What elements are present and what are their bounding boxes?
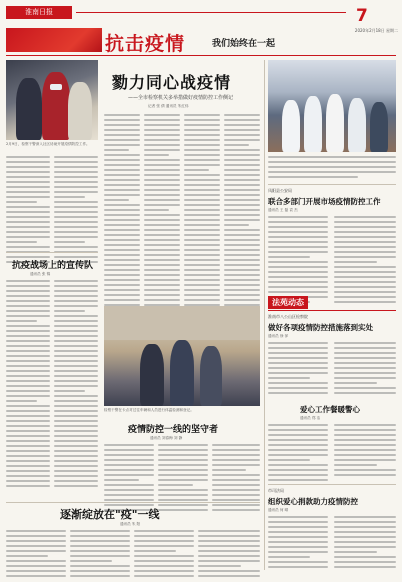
article-text-column <box>334 342 396 397</box>
section-divider <box>6 502 260 503</box>
kicker: 淮南市八公山区检察院 <box>268 314 308 319</box>
person-figure <box>304 96 322 152</box>
person-figure <box>370 102 388 152</box>
newspaper-logo: 淮南日报 <box>6 6 72 19</box>
article-text-column <box>6 280 50 490</box>
person-figure <box>170 340 194 406</box>
section-rule <box>268 310 396 311</box>
article-text-column <box>104 444 154 514</box>
photo-medical-team <box>268 60 396 152</box>
masthead-red-block <box>6 28 102 52</box>
section-subtitle: 我们始终在一起 <box>212 39 276 49</box>
byline: 通讯员 何 晴 <box>268 508 289 512</box>
article-text-column <box>158 444 208 514</box>
article-text-column <box>212 444 260 514</box>
byline: 通讯员 徐 萍 <box>268 334 289 338</box>
byline: 通讯员 刘春梅 刘 静 <box>150 436 183 440</box>
masthead-bottom-rule <box>6 55 396 56</box>
byline: 通讯员 张 锦 <box>30 272 51 276</box>
article-text-column <box>70 530 130 580</box>
article-text-column <box>54 156 98 266</box>
section-tag-fayuan: 法苑动态 <box>268 296 308 309</box>
person-figure <box>68 82 92 140</box>
page-number: 7 <box>356 6 368 26</box>
person-figure <box>16 78 42 140</box>
main-subhead: ——全市检察机关多举措做好疫情防控工作侧记 <box>128 95 234 101</box>
article-text-column <box>184 114 220 309</box>
headline-propaganda-team: 抗疫战场上的宣传队 <box>12 261 94 271</box>
kicker: 市司法局 <box>268 488 284 493</box>
photo-checkpoint <box>104 306 260 406</box>
section-divider <box>268 184 396 185</box>
byline: 通讯员 朱 阳 <box>120 522 141 526</box>
article-text-column <box>334 424 396 479</box>
kicker: 凤阳县公安局 <box>268 188 292 193</box>
section-divider <box>6 252 98 253</box>
person-figure <box>326 94 344 152</box>
person-figure <box>348 98 366 152</box>
article-text-column <box>134 530 194 580</box>
issue-date: 2020年2月18日 星期二 <box>354 28 398 33</box>
column-divider <box>264 60 265 570</box>
photo-caption-lines <box>268 156 396 181</box>
face-mask <box>50 84 62 90</box>
main-byline: 记者 张 倩 通讯员 朱红伟 <box>148 104 189 108</box>
article-text-column <box>144 114 180 309</box>
person-figure <box>282 100 300 152</box>
headline-market-prevention: 联合多部门开展市场疫情防控工作 <box>268 197 381 206</box>
article-text-column <box>334 216 396 306</box>
section-divider <box>268 484 396 485</box>
building-background <box>104 306 260 340</box>
headline-work-meal: 爱心工作餐暖警心 <box>300 405 360 414</box>
masthead <box>0 0 402 54</box>
person-figure <box>140 344 164 406</box>
article-text-column <box>54 280 98 490</box>
photo-caption: 检察干警在卡点对过往车辆和人员进行体温检测和登记。 <box>104 408 194 412</box>
headline-measures: 做好各项疫情防控措施落到实处 <box>268 323 373 332</box>
section-title: 抗击疫情 <box>105 33 186 55</box>
person-figure <box>200 346 222 406</box>
article-text-column <box>334 516 396 571</box>
article-text-column <box>224 114 260 309</box>
photo-caption: 2月9日，检察干警深入社区协助开展疫情防控工作。 <box>6 142 90 146</box>
byline: 通讯员 郑 洁 <box>300 416 321 420</box>
article-text-column <box>268 424 328 484</box>
headline-prevention-guardians: 疫情防控一线的坚守者 <box>128 425 219 435</box>
headline-donation: 组织爱心捐款助力疫情防控 <box>268 497 358 506</box>
article-text-column <box>6 156 50 266</box>
article-text-column <box>6 530 66 580</box>
headline-bloom-frontline: 逐渐绽放在"疫"一线 <box>60 508 160 521</box>
article-text-column <box>104 114 140 309</box>
article-text-column <box>268 342 328 397</box>
byline: 通讯员 王 磊 袁 杰 <box>268 208 298 212</box>
article-text-column <box>198 530 260 580</box>
article-text-column <box>268 516 328 571</box>
person-figure <box>42 72 70 140</box>
article-text-column <box>268 216 328 306</box>
main-headline: 勠力同心战疫情 <box>112 73 232 92</box>
masthead-top-rule <box>76 12 346 13</box>
photo-mask-workers <box>6 60 98 140</box>
